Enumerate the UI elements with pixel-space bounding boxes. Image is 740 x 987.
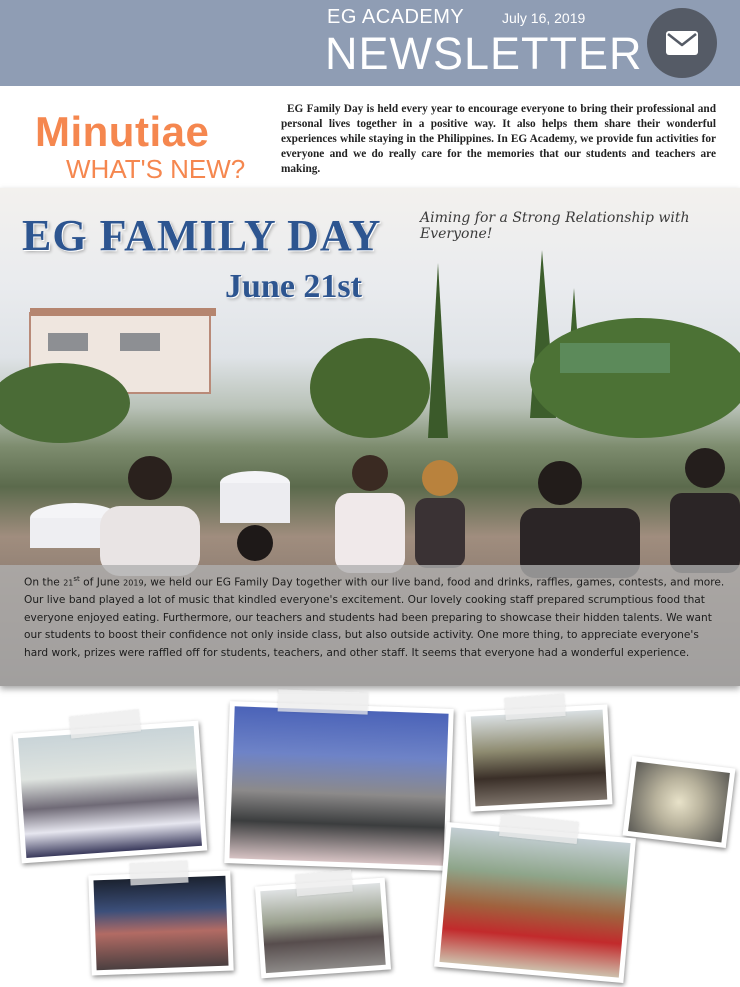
section-heading: Minutiae <box>35 108 210 155</box>
newsletter-title: NEWSLETTER <box>325 28 643 79</box>
photo-singer-performance <box>224 701 454 871</box>
event-caption: On the 21st of June 2019, we held our EG Family Day together with our live band, food and drinks, raffles, games, contests, and more. Our live band played a lot of music that kindled everyone's excitement. Our lovely cooking staff prepared scrumptious food that everyone enjoyed eating. Furthermore, our teachers and students had been preparing to showcase their hidden talents. We want our students to boost their confidence not only inside class, but also outside activity. One more thing, to appreciate everyone's hard work, prizes were raffled off for students, teachers, and other staff. It seems that everyone had a wonderful experience. <box>0 565 740 686</box>
event-tagline: Aiming for a Strong Relationship with Everyone! <box>420 210 690 242</box>
family-day-hero-photo <box>0 188 740 686</box>
photo-raffle-winners <box>88 871 233 976</box>
issue-date: July 16, 2019 <box>502 10 586 26</box>
photo-tape <box>129 860 188 885</box>
event-date: June 21st <box>225 268 362 305</box>
newsletter-header <box>0 0 740 86</box>
intro-paragraph: EG Family Day is held every year to encourage everyone to bring their professional and personal lives together in a positive way. It also helps them share their wonderful experiences while staying in the Philippines. In EG Academy, we provide fun activities for everyone and we do really care for the memories that our students and teachers are making. <box>281 103 716 175</box>
event-title: EG FAMILY DAY <box>22 211 382 260</box>
mail-button[interactable] <box>647 8 717 78</box>
photo-dinner-table <box>13 721 208 864</box>
envelope-icon <box>666 31 698 55</box>
photo-food-serving <box>465 704 612 811</box>
photo-roast-pig <box>434 822 636 983</box>
section-subheading: WHAT'S NEW? <box>66 154 246 184</box>
photo-ice-bucket <box>623 756 736 848</box>
photo-tape <box>504 694 565 720</box>
academy-name: EG ACADEMY <box>327 6 465 28</box>
photo-tape <box>278 689 369 714</box>
